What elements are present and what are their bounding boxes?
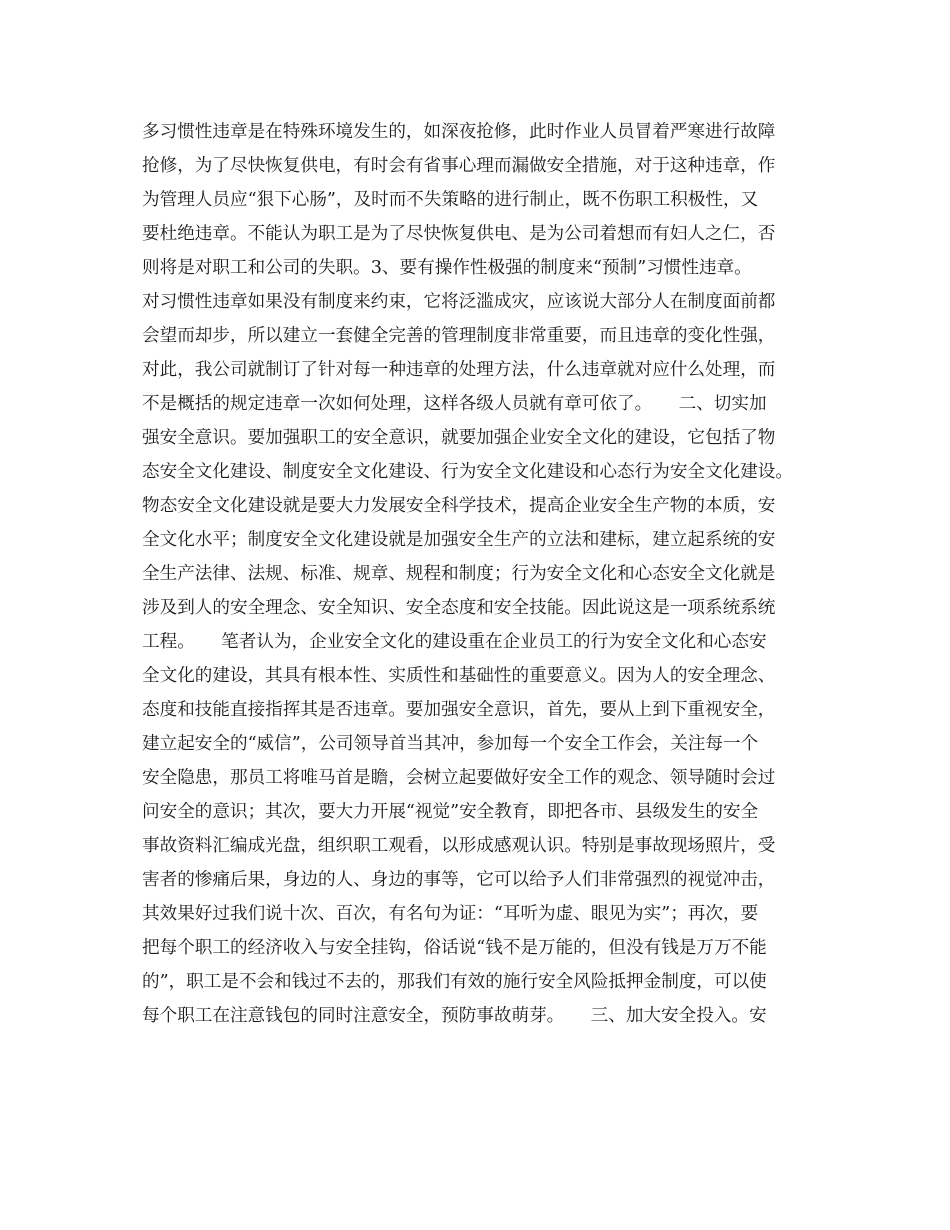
text-line: 为管理人员应“狠下心肠”，及时而不失策略的进行制止，既不伤职工积极性，又 [142, 190, 759, 210]
text-line: 的”，职工是不会和钱过不去的，那我们有效的施行安全风险抵押金制度，可以使 [142, 972, 767, 992]
text-line: 全文化的建设，其具有根本性、实质性和基础性的重要意义。因为人的安全理念、 [142, 666, 776, 686]
text-line: 多习惯性违章是在特殊环境发生的，如深夜抢修，此时作业人员冒着严寒进行故障 [142, 122, 776, 142]
text-line: 则将是对职工和公司的失职。3、要有操作性极强的制度来“预制”习惯性违章。 [142, 258, 752, 278]
text-line: 每个职工在注意钱包的同时注意安全，预防事故萌芽。 三、加大安全投入。安 [142, 1006, 767, 1026]
text-line: 其效果好过我们说十次、百次，有名句为证：“耳听为虚、眼见为实”；再次，要 [142, 904, 759, 924]
text-line: 工程。 笔者认为，企业安全文化的建设重在企业员工的行为安全文化和心态安 [142, 632, 767, 652]
text-line: 把每个职工的经济收入与安全挂钩，俗话说“钱不是万能的，但没有钱是万万不能 [142, 938, 767, 958]
text-line: 安全隐患，那员工将唯马首是瞻，会树立起要做好安全工作的观念、领导随时会过 [142, 768, 776, 788]
text-line: 不是概括的规定违章一次如何处理，这样各级人员就有章可依了。 二、切实加 [142, 394, 767, 414]
text-line: 强安全意识。要加强职工的安全意识，就要加强企业安全文化的建设，它包括了物 [142, 428, 776, 448]
text-line: 会望而却步，所以建立一套健全完善的管理制度非常重要，而且违章的变化性强， [142, 326, 776, 346]
text-line: 物态安全文化建设就是要大力发展安全科学技术，提高企业安全生产物的本质，安 [142, 496, 776, 516]
text-line: 害者的惨痛后果，身边的人、身边的事等，它可以给予人们非常强烈的视觉冲击， [142, 870, 776, 890]
text-line: 抢修，为了尽快恢复供电，有时会有省事心理而漏做安全措施，对于这种违章，作 [142, 156, 776, 176]
text-line: 建立起安全的“威信”，公司领导首当其冲，参加每一个安全工作会，关注每一个 [142, 734, 759, 754]
text-line: 涉及到人的安全理念、安全知识、安全态度和安全技能。因此说这是一项系统系统 [142, 598, 776, 618]
text-line: 对习惯性违章如果没有制度来约束，它将泛滥成灾，应该说大部分人在制度面前都 [142, 292, 776, 312]
text-line: 态安全文化建设、制度安全文化建设、行为安全文化建设和心态行为安全文化建设。 [142, 462, 793, 482]
body-text [142, 115, 832, 1033]
text-line: 对此，我公司就制订了针对每一种违章的处理方法，什么违章就对应什么处理，而 [142, 360, 776, 380]
text-line: 态度和技能直接指挥其是否违章。要加强安全意识，首先，要从上到下重视安全， [142, 700, 776, 720]
text-line: 事故资料汇编成光盘，组织职工观看，以形成感观认识。特别是事故现场照片，受 [142, 836, 776, 856]
text-line: 全文化水平；制度安全文化建设就是加强安全生产的立法和建标，建立起系统的安 [142, 530, 776, 550]
text-line: 问安全的意识；其次，要大力开展“视觉”安全教育，即把各市、县级发生的安全 [142, 802, 759, 822]
text-line: 全生产法律、法规、标准、规章、规程和制度；行为安全文化和心态安全文化就是 [142, 564, 776, 584]
text-line: 要杜绝违章。不能认为职工是为了尽快恢复供电、是为公司着想而有妇人之仁，否 [142, 224, 776, 244]
